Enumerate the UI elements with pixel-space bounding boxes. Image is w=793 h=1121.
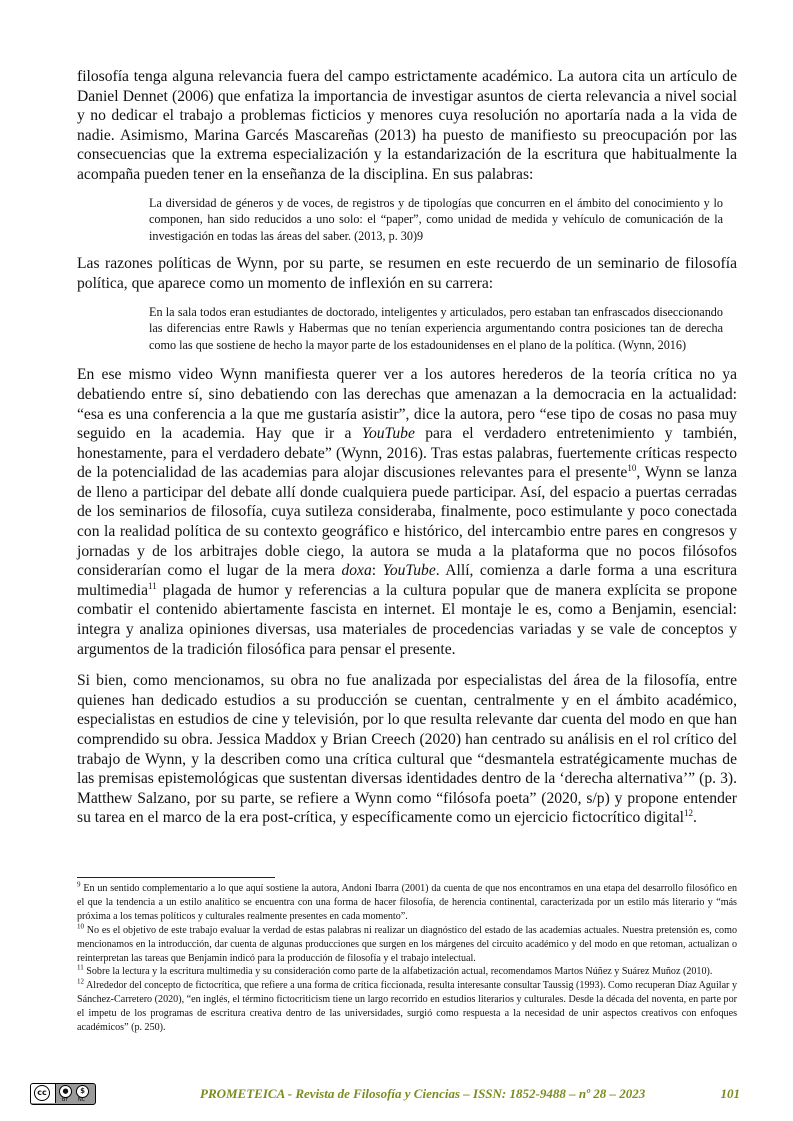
cc-icon: cc xyxy=(34,1085,50,1101)
paragraph-3-text: , Wynn se lanza de lleno a participar del debate allí donde cualquiera puede participar. Así, del espacio a puertas cerradas de los seminarios de filosofía, cuya sutileza consideraba, finalmente, poco estimulante y poco conectada con la realidad política de su contexto geográfico e histórico, del intercambio entre pares en congresos y jornadas y de los arbitrajes doble ciego, la autora se muda a la plataforma que no pocos filósofos considerarían como el lugar de la mera xyxy=(77,464,737,580)
footnote-10 xyxy=(77,924,737,966)
doxa-term: doxa xyxy=(341,562,372,580)
block-quote-2: En la sala todos eran estudiantes de doctorado, inteligentes y articulados, pero estaban tan enfrascados diseccionando las diferencias entre Rawls y Habermas que no tenían experiencia argumentando contra posiciones tan de derecha como las que sostiene de hecho la mayor parte de los estadounidenses en el plano de la política. (Wynn, 2016) xyxy=(149,304,723,352)
footnote-ref-10[interactable]: 10 xyxy=(627,463,637,474)
footnote-9 xyxy=(77,882,737,924)
journal-citation: PROMETEICA - Revista de Filosofía y Ciencias – ISSN: 1852-9488 – nº 28 – 2023 xyxy=(200,1086,646,1101)
by-label: BY xyxy=(62,1097,69,1103)
footnote-11 xyxy=(77,965,737,979)
cc-logo-panel xyxy=(31,1084,56,1103)
paragraph-4 xyxy=(77,671,737,828)
paragraph-3-text: para el verdadero entretenimiento y también, honestamente, para el verdadero debate” (Wynn, 2016). Tras estas palabras, fuertemente críticas respecto de la potencialidad de las academias para alojar discusiones relevantes para el presente xyxy=(77,425,737,482)
page-footer xyxy=(30,1083,740,1107)
paragraph-4-text: . xyxy=(693,809,697,827)
footnote-number: 9 xyxy=(77,880,81,889)
paragraph-2: Las razones políticas de Wynn, por su parte, se resumen en este recuerdo de un seminario de filosofía política, que aparece como un momento de inflexión en su carrera: xyxy=(77,255,737,292)
footnote-12 xyxy=(77,979,737,1035)
cc-license-badge[interactable] xyxy=(30,1083,96,1105)
footnote-text: En un sentido complementario a lo que aquí sostiene la autora, Andoni Ibarra (2001) da cuenta de que nos encontramos en una etapa del desarrollo filosófico en el que la tendencia a un estilo analítico se encuentra con una forma de hacer filosofía, de herencia continental, caracterizada por un estilo más literario y “más próxima a los temas políticos y culturales realmente presentes en cada momento”. xyxy=(77,883,737,922)
page-number: 101 xyxy=(720,1086,740,1101)
by-attribution-icon: ● xyxy=(59,1085,72,1098)
footnote-ref-12[interactable]: 12 xyxy=(684,808,693,819)
footnote-text: Alrededor del concepto de fictocrítica, que refiere a una forma de crítica ficcionada, resulta interesante consultar Taussig (1993). Como recuperan Díaz Aguilar y Sánchez-Carretero (2020), “en inglés, el término fictocriticism tiene un largo recorrido en estudios literarios y culturales. Desde la década del noventa, en parte por el impetu de los programas de escritura creativa dentro de las universidades, surgió como respuesta a la necesidad de unir aspectos creativos con enfoques académicos” (p. 250). xyxy=(77,980,737,1034)
body-text xyxy=(77,67,737,828)
footnote-number: 11 xyxy=(77,964,84,973)
footnote-text: No es el objetivo de este trabajo evaluar la verdad de estas palabras ni realizar un diagnóstico del estado de las academias actuales. Nuestra pretensión es, como mencionamos en la introducción, dar cuenta de algunas producciones que surgen en los márgenes del circuito académico y del modo en que retoman, actualizan o reinterpretan las tareas que Benjamin indicó para la producción de filosofía y el trabajo intelectual. xyxy=(77,924,737,964)
nc-noncommercial-icon: $ xyxy=(76,1085,89,1098)
footnote-divider xyxy=(77,877,275,878)
youtube-term: YouTube xyxy=(361,425,415,443)
paragraph-3-text: En ese mismo video Wynn manifiesta querer ver a los autores herederos de la teoría crítica no ya debatiendo entre sí, sino debatiendo con las derechas que amenazan a la democracia en la actualidad: “esa es una conferencia a la que me gustaría asistir”, dice la autora, pero “ese tipo de cosas no pasa muy seguido en la academia. Hay que ir a xyxy=(77,366,737,443)
paragraph-3 xyxy=(77,365,737,659)
paragraph-4-text: Si bien, como mencionamos, su obra no fue analizada por especialistas del área de la filosofía, entre quienes han dedicado estudios a su producción se cuentan, centralmente y en el ámbito académico, especialistas en estudios de cine y televisión, por lo que resulta relevante dar cuenta del modo en que han comprendido su obra. Jessica Maddox y Brian Creech (2020) han centrado su análisis en el rol crítico del trabajo de Wynn, y la describen como una crítica cultural que “desmantela estratégicamente muchas de las premisas epistemológicas que sustentan diversas identidades dentro de la ‘derecha alternativa’” (p. 3). Matthew Salzano, por su parte, se refiere a Wynn como “filósofa poeta” (2020, s/p) y propone entender su tarea en el marco de la era post-crítica, y específicamente como un ejercicio fictocrítico digital xyxy=(77,672,737,827)
block-quote-1: La diversidad de géneros y de voces, de registros y de tipologías que concurren en el ámbito del conocimiento y lo componen, han sido reducidos a uno solo: el “paper”, como unidad de medida y vehículo de comunicación de la investigación en todas las áreas del saber. (2013, p. 30)9 xyxy=(149,195,723,243)
paragraph-3-text: : xyxy=(371,562,383,580)
footnote-number: 10 xyxy=(77,922,84,931)
paragraph-3-text: . Allí, comienza a darle forma a una escritura multimedia xyxy=(77,562,738,599)
footnote-ref-11[interactable]: 11 xyxy=(148,580,157,591)
footnote-number: 12 xyxy=(77,977,84,986)
paragraph-1: filosofía tenga alguna relevancia fuera del campo estrictamente académico. La autora cita un artículo de Daniel Dennet (2006) que enfatiza la importancia de investigar asuntos de cierta relevancia a nivel social y no dedicar el trabajo a problemas ficticios y menores cuya resolución no aportaría nada a la vida de nadie. Asimismo, Marina Garcés Mascareñas (2013) ha puesto de manifiesto su preocupación por las consecuencias que la extrema especialización y la estandarización de la escritura que habitualmente la acompaña pueden tener en la enseñanza de la disciplina. En sus palabras: xyxy=(77,68,737,183)
nc-label: NC xyxy=(78,1097,86,1103)
footnote-text: Sobre la lectura y la escritura multimedia y su consideración como parte de la alfabetización actual, recomendamos Martos Núñez y Suárez Muñoz (2010). xyxy=(83,966,713,978)
paragraph-3-text: plagada de humor y referencias a la cultura popular que de manera explícita se propone combatir el contenido abiertamente fascista en internet. El montaje le es, como a Benjamin, esencial: integra y analiza opiniones diversas, usa materiales de procedencias variadas y se vale de conceptos y argumentos de la tradición filosófica para pensar el presente. xyxy=(77,581,737,658)
youtube-term: YouTube xyxy=(382,562,436,580)
footnotes xyxy=(77,882,737,1035)
